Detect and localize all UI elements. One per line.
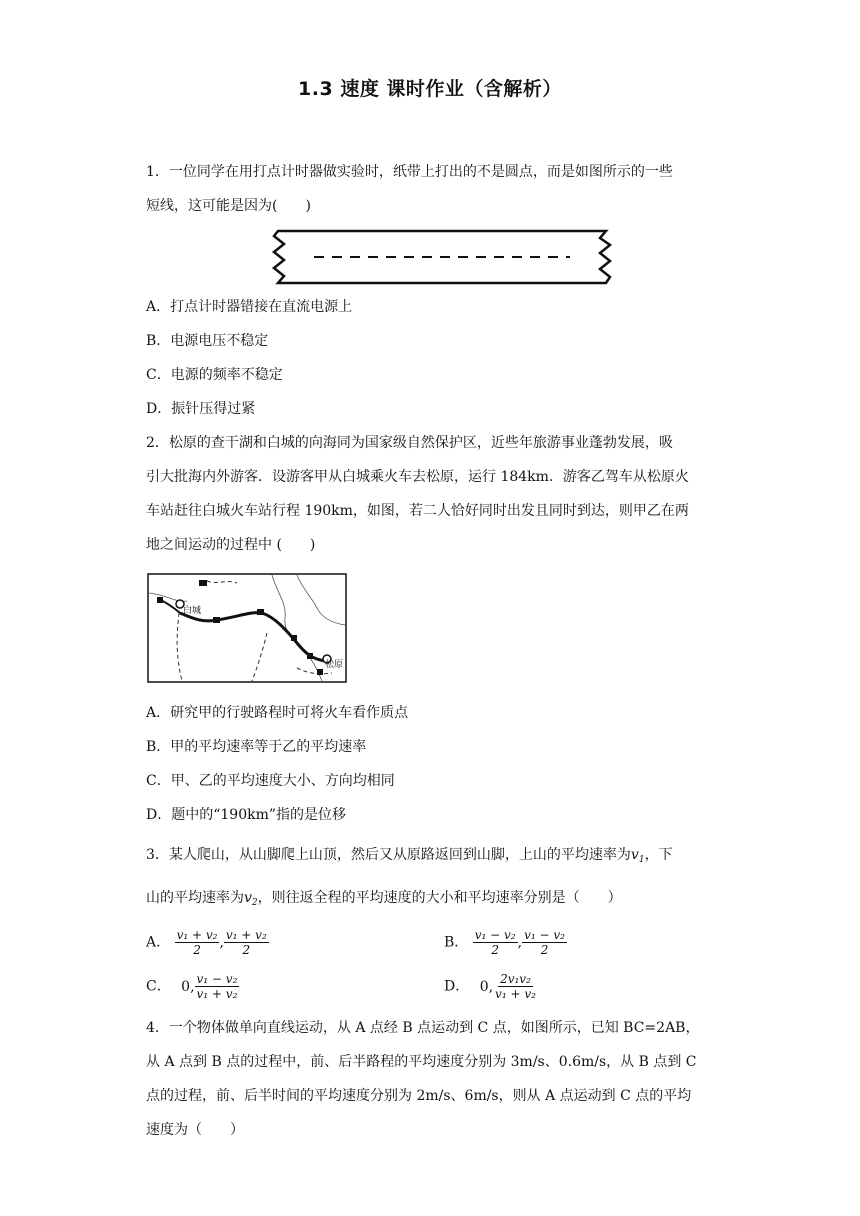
numerator: v₁ + v₂ bbox=[225, 928, 267, 942]
q2-stem-line4: 地之间运动的过程中 ( ) bbox=[146, 537, 316, 553]
v2-subscript: 2 bbox=[251, 898, 258, 908]
station-marker bbox=[213, 617, 220, 623]
q2-stem-line2: 引大批海内外游客．设游客甲从白城乘火车去松原，运行 184km．游客乙驾车从松原火 bbox=[146, 469, 689, 485]
paper-tape-figure bbox=[270, 228, 616, 286]
fraction bbox=[493, 972, 538, 1001]
baicheng-label: 白城 bbox=[183, 606, 202, 616]
option-label: C． bbox=[146, 978, 171, 995]
zero-value: 0, bbox=[479, 978, 494, 995]
q3-stem-line1-end: ，下 bbox=[644, 847, 673, 863]
fraction bbox=[522, 928, 567, 957]
q1-option-c: C．电源的频率不稳定 bbox=[146, 367, 283, 383]
q3-option-b: B． $\frac{\text{v₁ − v₂}}{2}$ , $\frac{\text{v₁ − v₂}}{2}$ bbox=[444, 928, 565, 957]
document-title: 1.3 速度 课时作业（含解析） bbox=[298, 78, 562, 100]
q3-option-c bbox=[146, 972, 239, 1001]
denominator: 2 bbox=[491, 943, 499, 957]
q1-option-b: B．电源电压不稳定 bbox=[146, 333, 269, 349]
fraction bbox=[224, 928, 269, 957]
q4-stem-line4: 速度为（ ） bbox=[146, 1122, 244, 1138]
q3-stem-line1-text: 3．某人爬山，从山脚爬上山顶，然后又从原路返回到山脚，上山的平均速率为 bbox=[146, 847, 631, 863]
station-marker bbox=[199, 580, 207, 586]
denominator: v₁ + v₂ bbox=[196, 987, 238, 1001]
numerator: v₁ − v₂ bbox=[474, 928, 516, 942]
q3-stem-line2-text: 山的平均速率为 bbox=[146, 890, 244, 906]
numerator: v₁ − v₂ bbox=[524, 928, 565, 942]
fraction bbox=[473, 928, 518, 957]
q2-option-a: A．研究甲的行驶路程时可将火车看作质点 bbox=[146, 705, 409, 721]
q3-stem-line2-end: ，则往返全程的平均速度的大小和平均速率分别是（ ） bbox=[257, 890, 622, 906]
songyuan-label: 松原 bbox=[325, 660, 344, 670]
q3-stem-line1 bbox=[146, 845, 673, 870]
q3-option-a: A． $\frac{\text{v₁ + v₂}}{2}$ , $\frac{\text{v₁ + v₂}}{2}$ bbox=[146, 928, 267, 957]
option-label: A． bbox=[146, 934, 171, 951]
q2-option-b: B．甲的平均速率等于乙的平均速率 bbox=[146, 739, 367, 755]
q4-stem-line2: 从 A 点到 B 点的过程中，前、后半路程的平均速度分别为 3m/s、0.6m/s，从 B 点到 C bbox=[146, 1054, 697, 1070]
station-marker bbox=[291, 635, 297, 641]
station-marker bbox=[157, 597, 163, 603]
denominator: 2 bbox=[193, 943, 201, 957]
numerator: 2v₁v₂ bbox=[500, 972, 531, 986]
q1-stem-line2: 短线，这可能是因为( ) bbox=[146, 198, 311, 214]
station-marker bbox=[317, 669, 323, 675]
q4-stem-line1: 4．一个物体做单向直线运动，从 A 点经 B 点运动到 C 点，如图所示，已知 BC=2AB， bbox=[146, 1020, 700, 1036]
option-label: B． bbox=[444, 934, 469, 951]
station-marker bbox=[307, 653, 313, 659]
numerator: v₁ + v₂ bbox=[176, 928, 218, 942]
denominator: 2 bbox=[242, 943, 251, 957]
q2-stem-line1: 2．松原的查干湖和白城的向海同为国家级自然保护区，近些年旅游事业蓬勃发展，吸 bbox=[146, 435, 673, 451]
q2-stem-line3: 车站赶往白城火车站行程 190km，如图，若二人恰好同时出发且同时到达，则甲乙在两 bbox=[146, 503, 689, 519]
q1-option-a: A．打点计时器错接在直流电源上 bbox=[146, 299, 353, 315]
q3-option-d bbox=[444, 972, 538, 1001]
fraction bbox=[175, 928, 220, 957]
q2-option-c: C．甲、乙的平均速度大小、方向均相同 bbox=[146, 773, 395, 789]
zero-value: 0, bbox=[181, 978, 195, 995]
denominator: 2 bbox=[540, 943, 549, 957]
q1-option-d: D．振针压得过紧 bbox=[146, 401, 256, 417]
q2-option-d: D．题中的“190km”指的是位移 bbox=[146, 807, 347, 823]
option-label: D． bbox=[444, 978, 470, 995]
v1-symbol: v bbox=[630, 847, 639, 863]
numerator: v₁ − v₂ bbox=[196, 972, 238, 986]
route-map-figure bbox=[147, 573, 347, 683]
q3-stem-line2 bbox=[146, 888, 622, 913]
v2-symbol: v bbox=[244, 890, 252, 906]
fraction bbox=[195, 972, 240, 1001]
station-marker bbox=[257, 609, 264, 615]
denominator: v₁ + v₂ bbox=[495, 987, 536, 1001]
v1-subscript: 1 bbox=[638, 855, 645, 865]
q1-stem-line1: 1．一位同学在用打点计时器做实验时，纸带上打出的不是圆点，而是如图所示的一些 bbox=[146, 164, 673, 180]
q4-stem-line3: 点的过程，前、后半时间的平均速度分别为 2m/s、6m/s，则从 A 点运动到 C 点的平均 bbox=[146, 1088, 692, 1104]
